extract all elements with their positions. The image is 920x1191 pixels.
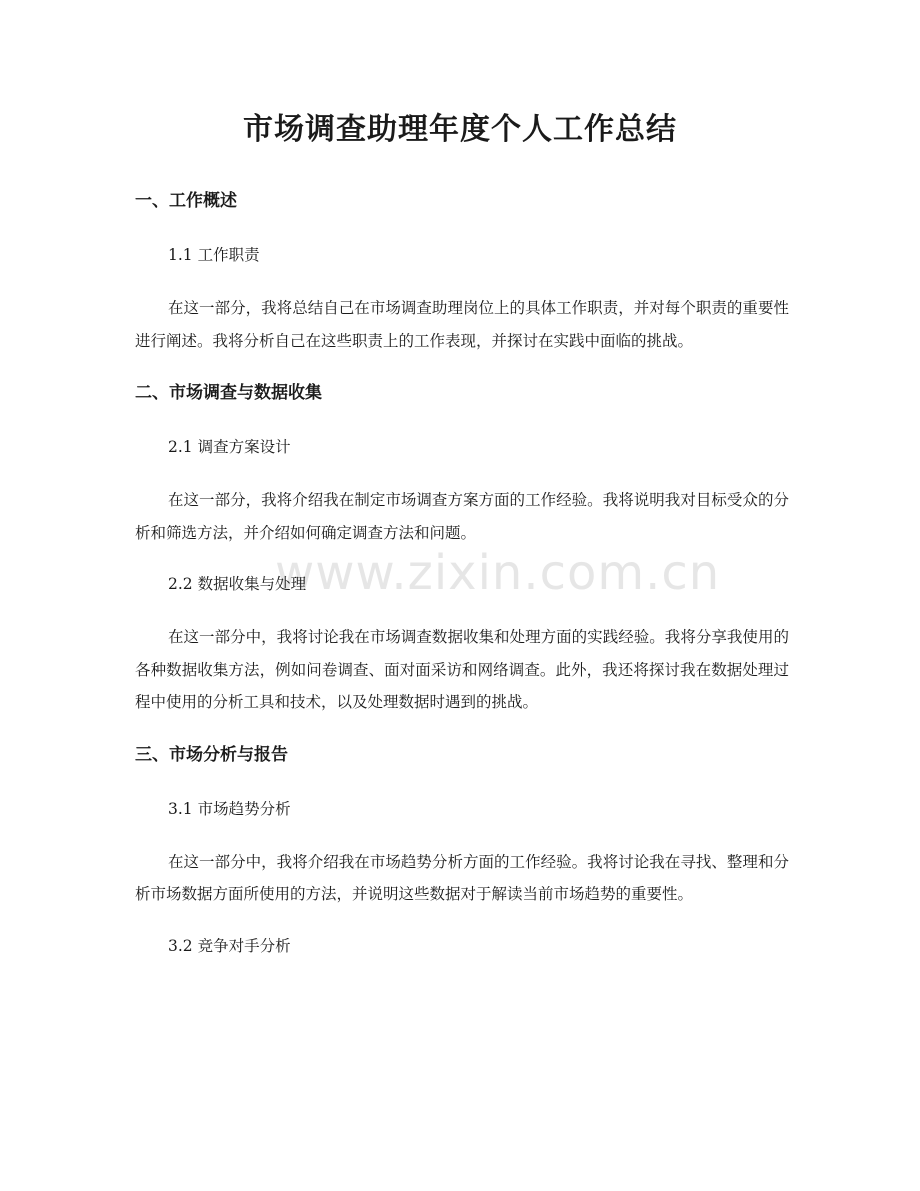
document-body — [135, 186, 789, 961]
subsection-heading-3-2: 3.2 竞争对手分析 — [168, 936, 291, 955]
paragraph-1-1: 在这一部分，我将总结自己在市场调查助理岗位上的具体工作职责，并对每个职责的重要性进行阐述。我将分析自己在这些职责上的工作表现，并探讨在实践中面临的挑战。 — [135, 299, 789, 350]
watermark: www.zixin.com.cn — [275, 545, 721, 601]
section-heading-1: 一、工作概述 — [135, 191, 237, 211]
subsection-heading-2-1: 2.1 调查方案设计 — [168, 438, 291, 456]
paragraph-2-1: 在这一部分，我将介绍我在制定市场调查方案方面的工作经验。我将说明我对目标受众的分析和筛选方法，并介绍如何确定调查方法和问题。 — [135, 491, 789, 542]
paragraph-2-2: 在这一部分中，我将讨论我在市场调查数据收集和处理方面的实践经验。我将分享我使用的各种数据收集方法，例如问卷调查、面对面采访和网络调查。此外，我还将探讨我在数据处理过程中使用的分析工具和技术，以及处理数据时遇到的挑战。 — [135, 628, 789, 711]
section-heading-3: 三、市场分析与报告 — [135, 744, 288, 765]
subsection-heading-3-1: 3.1 市场趋势分析 — [168, 799, 291, 818]
subsection-heading-1-1: 1.1 工作职责 — [168, 246, 260, 264]
paragraph-3-1: 在这一部分中，我将介绍我在市场趋势分析方面的工作经验。我将讨论我在寻找、整理和分析市场数据方面所使用的方法，并说明这些数据对于解读当前市场趋势的重要性。 — [135, 852, 789, 903]
section-heading-2: 二、市场调查与数据收集 — [135, 383, 322, 403]
subsection-heading-2-2: 2.2 数据收集与处理 — [168, 575, 307, 593]
document-title: 市场调查助理年度个人工作总结 — [243, 112, 677, 147]
